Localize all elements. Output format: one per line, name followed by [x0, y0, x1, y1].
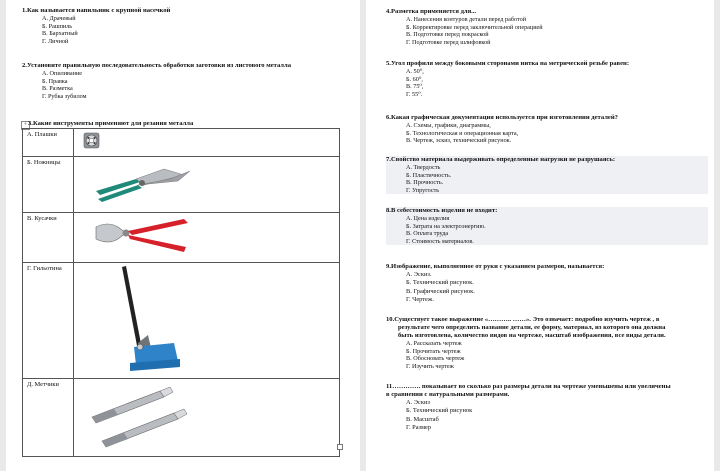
answer-option: В. Прочность. [406, 179, 444, 187]
table-cell-image [74, 213, 340, 263]
question-9 [386, 263, 708, 305]
answer-option: А. Схемы, графики, диаграммы, [406, 122, 491, 129]
question-title: 5.Угол профиля между боковыми сторонами нитка на метрической резьбе равен: [386, 60, 630, 67]
answer-option: В. 75⁰, [406, 83, 424, 91]
guillotine-image [74, 263, 204, 373]
answer-option: А. Эскиз [406, 399, 430, 406]
answer-option: Б. Технический рисунок. [406, 279, 474, 287]
answer-option: А. 50⁰, [406, 68, 424, 75]
answer-option: Г. Размер [406, 424, 432, 432]
question-title-line: в сравнении с натуральными размерами. [386, 391, 510, 398]
table-cell-image [74, 157, 340, 213]
question-8 [386, 207, 708, 245]
metal-shears-image [74, 157, 204, 207]
question-6 [386, 114, 706, 145]
table-cell-image [74, 379, 340, 457]
table-row [23, 157, 340, 213]
tools-table [22, 128, 340, 457]
answer-option: А. Опиливание [42, 70, 83, 77]
answer-option: В. Оплата труда [406, 230, 449, 238]
document-page-left [6, 0, 360, 471]
answer-option: Г. Стоимость материалов. [406, 237, 474, 245]
question-title: 1.Как называется напильник с крупной насечкой [22, 7, 171, 14]
answer-option: Г. Чертеж. [406, 296, 434, 304]
question-2 [22, 62, 352, 100]
table-cell-label: В. Кусачки [23, 213, 74, 263]
answer-option: А. Твердость [406, 164, 441, 171]
question-4 [386, 8, 706, 46]
question-title-line: 11…………. показывает во сколько раз размеры детали на чертеже уменьшены или увеличены [386, 383, 671, 390]
question-title-line: 10.Существует такое выражение «……….. ……». Это означает: подробно изучить чертеж , в [386, 316, 660, 323]
question-title: 8.В себестоимость изделия не входит: [386, 207, 498, 214]
table-row [23, 379, 340, 457]
question-title-line: результате чего определить название детали, ее форму, материал, из которого она должна [398, 324, 666, 331]
answer-option: Б. Правка [42, 77, 68, 85]
answer-option: В. Чертеж, эскиз, технический рисунок. [406, 137, 512, 145]
answer-option: Г. Изучить чертеж [406, 362, 454, 370]
answer-option: Г. Личной [42, 37, 69, 45]
table-resize-handle[interactable] [337, 444, 343, 450]
answer-option: В. Бархатный [42, 30, 78, 38]
question-title: 6.Какая графическая документация используется при изготовлении деталей? [386, 114, 618, 121]
answer-option: В. Разметка [42, 85, 73, 93]
table-cell-image [74, 263, 340, 379]
answer-option: А. Нанесения контуров детали перед работой [406, 16, 527, 23]
question-title: 2.Установите правильную последовательность обработки заготовки из листового металла [22, 62, 292, 69]
table-move-handle[interactable]: + [21, 121, 30, 130]
answer-option: В. Подготовке перед покраской [406, 31, 489, 39]
nippers-image [74, 213, 204, 257]
table-cell-label: Б. Ножницы [23, 157, 74, 213]
document-page-right [366, 0, 714, 471]
question-1 [22, 7, 352, 45]
table-cell-label: Д. Метчики [23, 379, 74, 457]
answer-option: В. Графический рисунок. [406, 287, 475, 295]
question-11 [386, 383, 710, 433]
taps-image [74, 379, 204, 451]
answer-option: Б. Рашпиль [42, 22, 73, 30]
table-cell-label: А. Плашки [23, 129, 74, 157]
answer-option: Г. Подготовке перед шлифовкой [406, 38, 491, 46]
answer-option: Б. Прочитать чертеж [406, 347, 461, 355]
answer-option: Б. 60⁰, [406, 75, 423, 83]
question-3 [28, 120, 348, 128]
answer-option: Г. Упругость [406, 186, 440, 194]
table-row [23, 129, 340, 157]
question-title: 9.Изображение, выполненное от руки с указанием размеров, называется: [386, 263, 605, 270]
answer-option: В. Обосновать чертеж [406, 355, 465, 363]
answer-option: А. Рассказать чертеж [406, 340, 462, 347]
answer-option: Б. Технический рисунок [406, 407, 473, 415]
question-10 [386, 316, 710, 370]
question-7 [386, 156, 708, 194]
table-cell-image [74, 129, 340, 157]
question-title: 3.Какие инструменты применяют для резания металла [28, 120, 194, 127]
table-row [23, 213, 340, 263]
answer-option: Б. Затрата на электроэнергию. [406, 222, 486, 230]
question-title-line: быть изготовлена, количество видов на чертеже, масштаб изображения, все виды детали. [398, 332, 666, 339]
answer-option: Б. Технологическая и операционная карта, [406, 129, 519, 137]
answer-option: В. Масштаб [406, 415, 439, 423]
table-cell-label: Г. Гильотина [23, 263, 74, 379]
question-5 [386, 60, 706, 98]
answer-option: А. Цена изделия [406, 215, 450, 222]
answer-option: Г. Рубка зубилом [42, 92, 87, 100]
question-title: 7.Свойство материала выдерживать определенные нагрузки не разрушаясь: [386, 156, 616, 163]
answer-option: Б. Пластичность. [406, 171, 452, 179]
answer-option: Г. 55⁰. [406, 90, 423, 98]
answer-option: А. Эскиз. [406, 271, 432, 278]
question-title: 4.Разметка применяется для... [386, 8, 477, 15]
table-row [23, 263, 340, 379]
die-plate-image [74, 129, 114, 151]
answer-option: А. Драчевый [42, 15, 76, 22]
answer-option: Б. Корректировке перед заключительной операцией [406, 23, 543, 31]
